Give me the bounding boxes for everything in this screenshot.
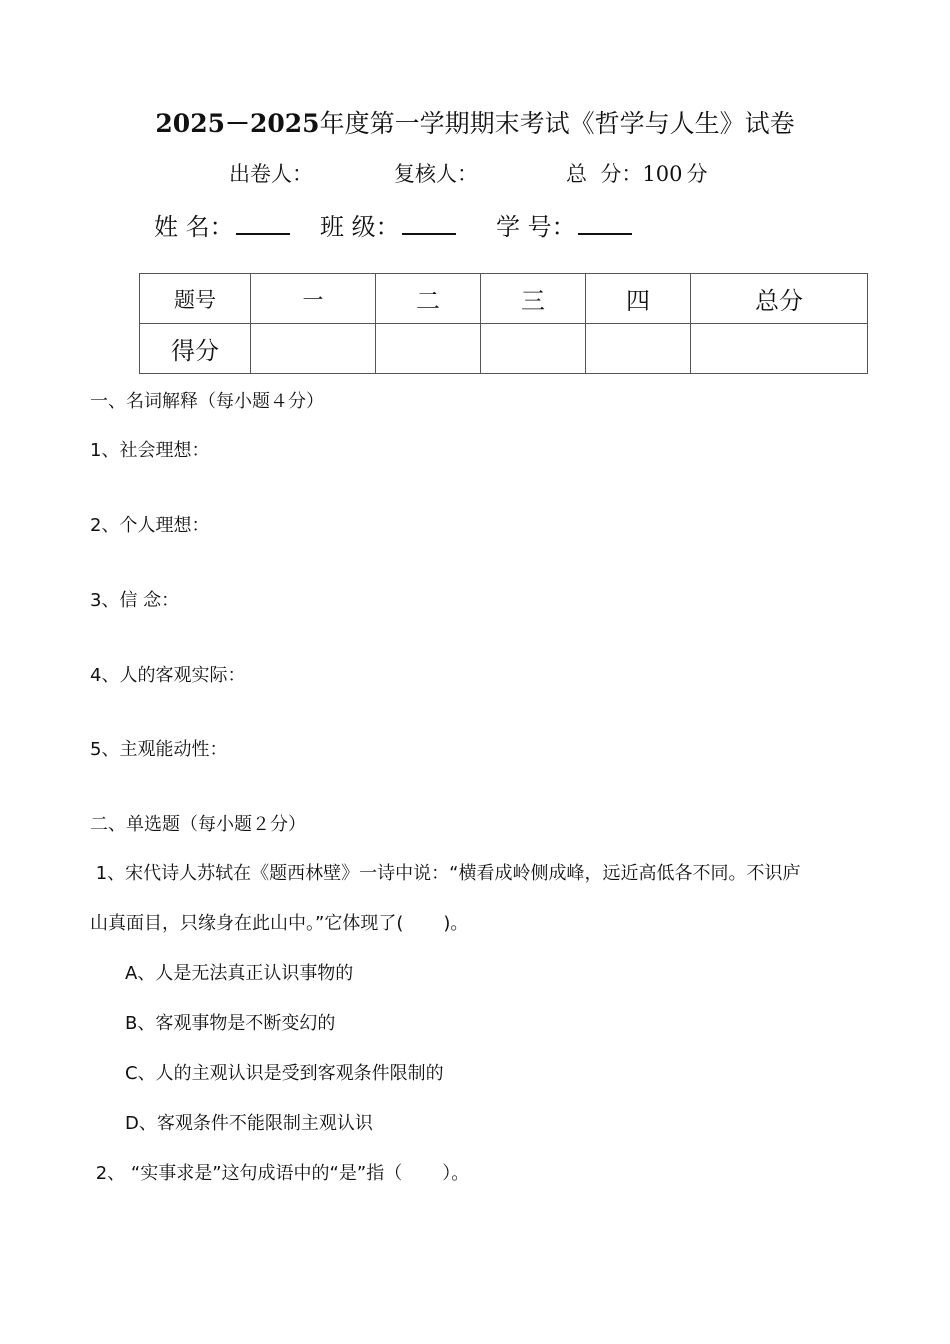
score-table-col-4: 四 <box>586 274 691 324</box>
student-class-label: 班 级： <box>320 213 400 241</box>
score-cell-1[interactable] <box>251 324 376 374</box>
score-cell-3[interactable] <box>481 324 586 374</box>
score-table-col-3: 三 <box>481 274 586 324</box>
student-name-label: 姓 名： <box>154 213 234 241</box>
question-1-option-d: D、客观条件不能限制主观认识 <box>125 1113 373 1134</box>
score-table-header-row <box>140 274 868 324</box>
exam-title <box>0 104 950 144</box>
total-score-unit: 分 <box>686 162 708 186</box>
score-table-col-1: 一 <box>251 274 376 324</box>
question-1-line-2: 山真面目，只缘身在此山中。”它体现了( )。 <box>90 913 469 934</box>
total-score-label: 总 分： <box>566 162 643 186</box>
total-score-value: 100 <box>642 162 683 186</box>
score-table-header-label: 题号 <box>140 274 251 324</box>
section1-item-2: 2、个人理想： <box>90 515 210 536</box>
student-name-blank[interactable] <box>236 207 290 235</box>
score-cell-2[interactable] <box>376 324 481 374</box>
setter-label: 出卷人： <box>229 162 313 186</box>
exam-title-year: 2025－2025 <box>155 109 320 138</box>
score-cell-total[interactable] <box>691 324 868 374</box>
section1-item-5: 5、主观能动性： <box>90 739 228 760</box>
question-1-option-a: A、人是无法真正认识事物的 <box>125 963 354 984</box>
question-1-option-b: B、客观事物是不断变幻的 <box>125 1013 336 1034</box>
student-id-blank[interactable] <box>578 207 632 235</box>
section2-heading: 二、单选题（每小题２分） <box>90 814 306 835</box>
section1-item-1: 1、社会理想： <box>90 440 210 461</box>
score-table-col-2: 二 <box>376 274 481 324</box>
student-id-field <box>496 207 632 246</box>
student-id-label: 学 号： <box>496 213 576 241</box>
section1-item-3: 3、信 念： <box>90 590 180 611</box>
student-class-blank[interactable] <box>402 207 456 235</box>
score-table-score-row <box>140 324 868 374</box>
student-name-field <box>154 207 290 246</box>
reviewer-label: 复核人： <box>394 162 478 186</box>
question-2: 2、 “实事求是”这句成语中的“是”指（ ）。 <box>90 1163 470 1184</box>
question-1-option-c: C、人的主观认识是受到客观条件限制的 <box>125 1063 444 1084</box>
student-class-field <box>320 207 456 246</box>
section1-item-4: 4、人的客观实际： <box>90 665 246 686</box>
question-1-line-1: 1、宋代诗人苏轼在《题西林壁》一诗中说：“横看成岭侧成峰，远近高低各不同。不识庐 <box>90 863 801 884</box>
score-table-row-label: 得分 <box>140 324 251 374</box>
section1-heading: 一、名词解释（每小题４分） <box>90 391 324 412</box>
exam-title-text: 年度第一学期期末考试《哲学与人生》试卷 <box>319 109 795 138</box>
score-table <box>139 273 868 374</box>
score-cell-4[interactable] <box>586 324 691 374</box>
total-score <box>566 157 707 191</box>
score-table-col-total: 总分 <box>691 274 868 324</box>
